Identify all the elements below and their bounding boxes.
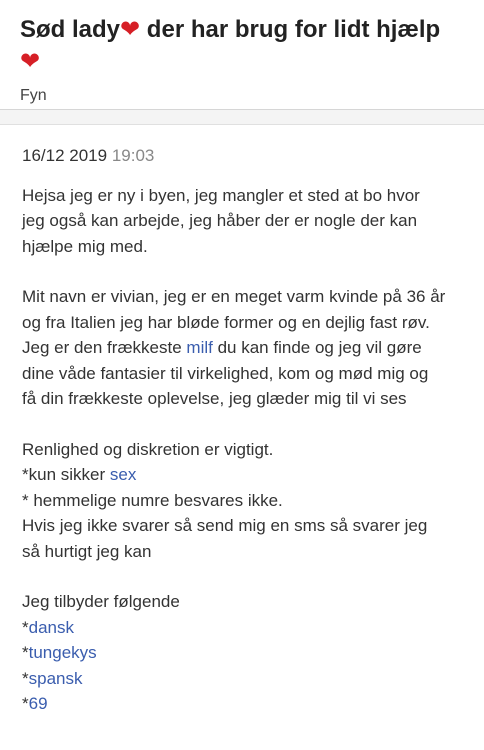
text-line: Mit navn er vivian, jeg er en meget varm kvinde på 36 år	[22, 287, 446, 306]
bullet: *	[22, 694, 29, 713]
text-line: Hejsa jeg er ny i byen, jeg mangler et sted at bo hvor	[22, 185, 420, 205]
offer-link-dansk[interactable]: dansk	[28, 617, 74, 637]
text-line: dine våde fantasier til virkelighed, kom og mød mig og	[22, 363, 429, 383]
sex-link[interactable]: sex	[109, 465, 137, 484]
text-fragment: du kan finde og jeg vil gøre	[212, 338, 422, 357]
text-line: * hemmelige numre besvares ikke.	[22, 490, 283, 510]
offer-item	[22, 640, 462, 666]
title-text-2: der har brug for lidt hjælp	[140, 16, 441, 43]
bullet: *	[22, 668, 29, 688]
milf-link[interactable]: milf	[186, 338, 213, 357]
text-line: få din frækkeste oplevelse, jeg glæder mig til vi ses	[22, 389, 407, 408]
paragraph-intro	[22, 183, 462, 260]
heart-icon: ❤	[120, 16, 141, 43]
offer-item	[22, 666, 462, 692]
text-line: og fra Italien jeg har bløde former og en dejlig fast røv.	[22, 312, 430, 332]
text-line: så hurtigt jeg kan	[22, 541, 152, 561]
text-fragment: Jeg er den frækkeste	[22, 338, 187, 357]
offer-item	[22, 615, 462, 641]
ad-title	[20, 14, 464, 78]
ad-body	[0, 125, 484, 717]
text-fragment: *kun sikker	[22, 465, 110, 484]
location-label: Fyn	[20, 87, 47, 104]
bullet: *	[22, 643, 29, 662]
post-timestamp	[22, 143, 462, 169]
heart-icon: ❤	[20, 48, 41, 75]
title-text-1: Sød lady	[20, 16, 121, 43]
post-date: 16/12 2019	[22, 146, 108, 165]
paragraph-offers	[22, 589, 462, 717]
offer-link-spansk[interactable]: spansk	[28, 668, 83, 688]
offer-link-69[interactable]: 69	[28, 694, 48, 713]
text-line: hjælpe mig med.	[22, 236, 148, 256]
text-line	[22, 335, 462, 361]
text-line: jeg også kan arbejde, jeg håber der er nogle der kan	[22, 211, 418, 230]
text-line: Hvis jeg ikke svarer så send mig en sms så svarer jeg	[22, 516, 428, 535]
post-time: 19:03	[111, 146, 155, 165]
text-line	[22, 462, 462, 488]
ad-header	[0, 0, 484, 110]
bullet: *	[22, 617, 29, 637]
offer-link-tungekys[interactable]: tungekys	[28, 643, 97, 662]
section-divider	[0, 110, 484, 125]
text-line: Jeg tilbyder følgende	[22, 592, 180, 611]
paragraph-about	[22, 284, 462, 412]
offer-item	[22, 691, 462, 717]
paragraph-rules	[22, 437, 462, 565]
text-line: Renlighed og diskretion er vigtigt.	[22, 439, 274, 459]
